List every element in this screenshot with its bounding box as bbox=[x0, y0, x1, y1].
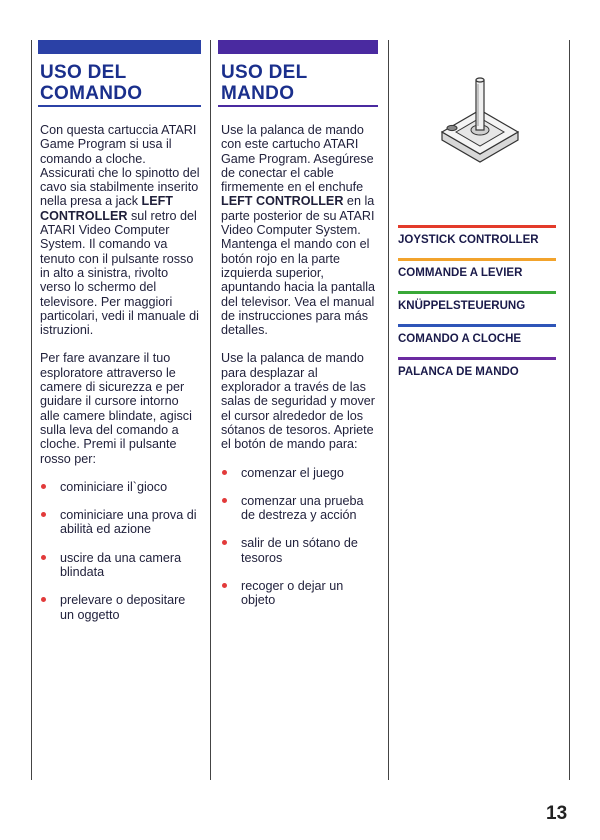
legend-item-joystick-controller: JOYSTICK CONTROLLER bbox=[398, 225, 556, 246]
legend-rule-blue bbox=[398, 324, 556, 327]
italian-paragraph-1: Con questa cartuccia ATARI Game Program si usa il comando a cloche. Assicurati che lo spinotto del cavo sia stabilmente inserito nella presa a jack LEFT CONTROLLER sul retro del ATARI Video Computer System. Il comando va tenuto con il pulsante rosso in alto a sinistra, rivolto verso lo schermo del televisore. Per maggiori particolari, vedi il manuale di istruzioni. bbox=[40, 123, 200, 338]
list-item: cominiciare una prova di abilità ed azione bbox=[40, 508, 200, 537]
spanish-title-rule bbox=[218, 105, 378, 107]
legend-item-knuppelsteuerung: KNÜPPELSTEUERUNG bbox=[398, 291, 556, 312]
spanish-body bbox=[221, 123, 379, 622]
legend-rule-orange bbox=[398, 258, 556, 261]
italian-title-line2: COMANDO bbox=[40, 83, 143, 104]
spanish-left-controller: LEFT CONTROLLER bbox=[221, 194, 344, 209]
joystick-icon bbox=[438, 70, 522, 166]
column-divider-right bbox=[388, 40, 389, 780]
italian-title-line1: USO DEL bbox=[40, 62, 127, 83]
italian-bullet-list bbox=[40, 480, 200, 622]
list-item: prelevare o depositare un oggetto bbox=[40, 593, 200, 622]
spanish-title-line1: USO DEL bbox=[221, 62, 308, 83]
list-item: recoger o dejar un objeto bbox=[221, 579, 379, 608]
italian-left-controller: LEFT CONTROLLER bbox=[40, 194, 173, 223]
italian-body bbox=[40, 123, 200, 636]
list-item: comenzar el juego bbox=[221, 466, 379, 480]
spanish-bullet-list bbox=[221, 466, 379, 608]
list-item: uscire da una camera blindata bbox=[40, 551, 200, 580]
list-item: comenzar una prueba de destreza y acción bbox=[221, 494, 379, 523]
legend-item-comando-a-cloche: COMANDO A CLOCHE bbox=[398, 324, 556, 345]
page-number: 13 bbox=[546, 803, 568, 824]
list-item: cominiciare il`gioco bbox=[40, 480, 200, 494]
italian-title bbox=[40, 62, 142, 104]
spanish-header-bar bbox=[218, 40, 378, 54]
legend-rule-green bbox=[398, 291, 556, 294]
column-divider-middle bbox=[210, 40, 211, 780]
spanish-title bbox=[221, 62, 308, 104]
italian-title-rule bbox=[38, 105, 201, 107]
legend-item-commande-a-levier: COMMANDE A LEVIER bbox=[398, 258, 556, 279]
column-divider-far-right bbox=[569, 40, 570, 780]
legend-item-palanca-de-mando: PALANCA DE MANDO bbox=[398, 357, 556, 378]
list-item: salir de un sótano de tesoros bbox=[221, 536, 379, 565]
legend-rule-purple bbox=[398, 357, 556, 360]
spanish-paragraph-2: Use la palanca de mando para desplazar al explorador a través de las salas de seguridad y mover el cursor alrededor de los sótanos de tesoros. Apriete el botón de mando para: bbox=[221, 351, 376, 452]
spanish-title-line2: MANDO bbox=[221, 83, 295, 104]
italian-paragraph-2: Per fare avanzare il tuo esploratore attraverso le camere di sicurezza e per guidare il cursore intorno alle camere blindate, agisci sulla leva del comando a cloche. Premi il pulsante rosso per: bbox=[40, 351, 192, 466]
legend-rule-red bbox=[398, 225, 556, 228]
column-divider-left bbox=[31, 40, 32, 780]
italian-header-bar bbox=[38, 40, 201, 54]
spanish-paragraph-1: Use la palanca de mando con este cartucho ATARI Game Program. Asegúrese de conectar el cable firmemente en el enchufe LEFT CONTROLLER en la parte posterior de su ATARI Video Computer System. Mantenga el mando con el botón rojo en la parte izquierda superior, apuntando hacia la pantalla del televisor. Vea el manual de instrucciones para más detalles. bbox=[221, 123, 376, 338]
